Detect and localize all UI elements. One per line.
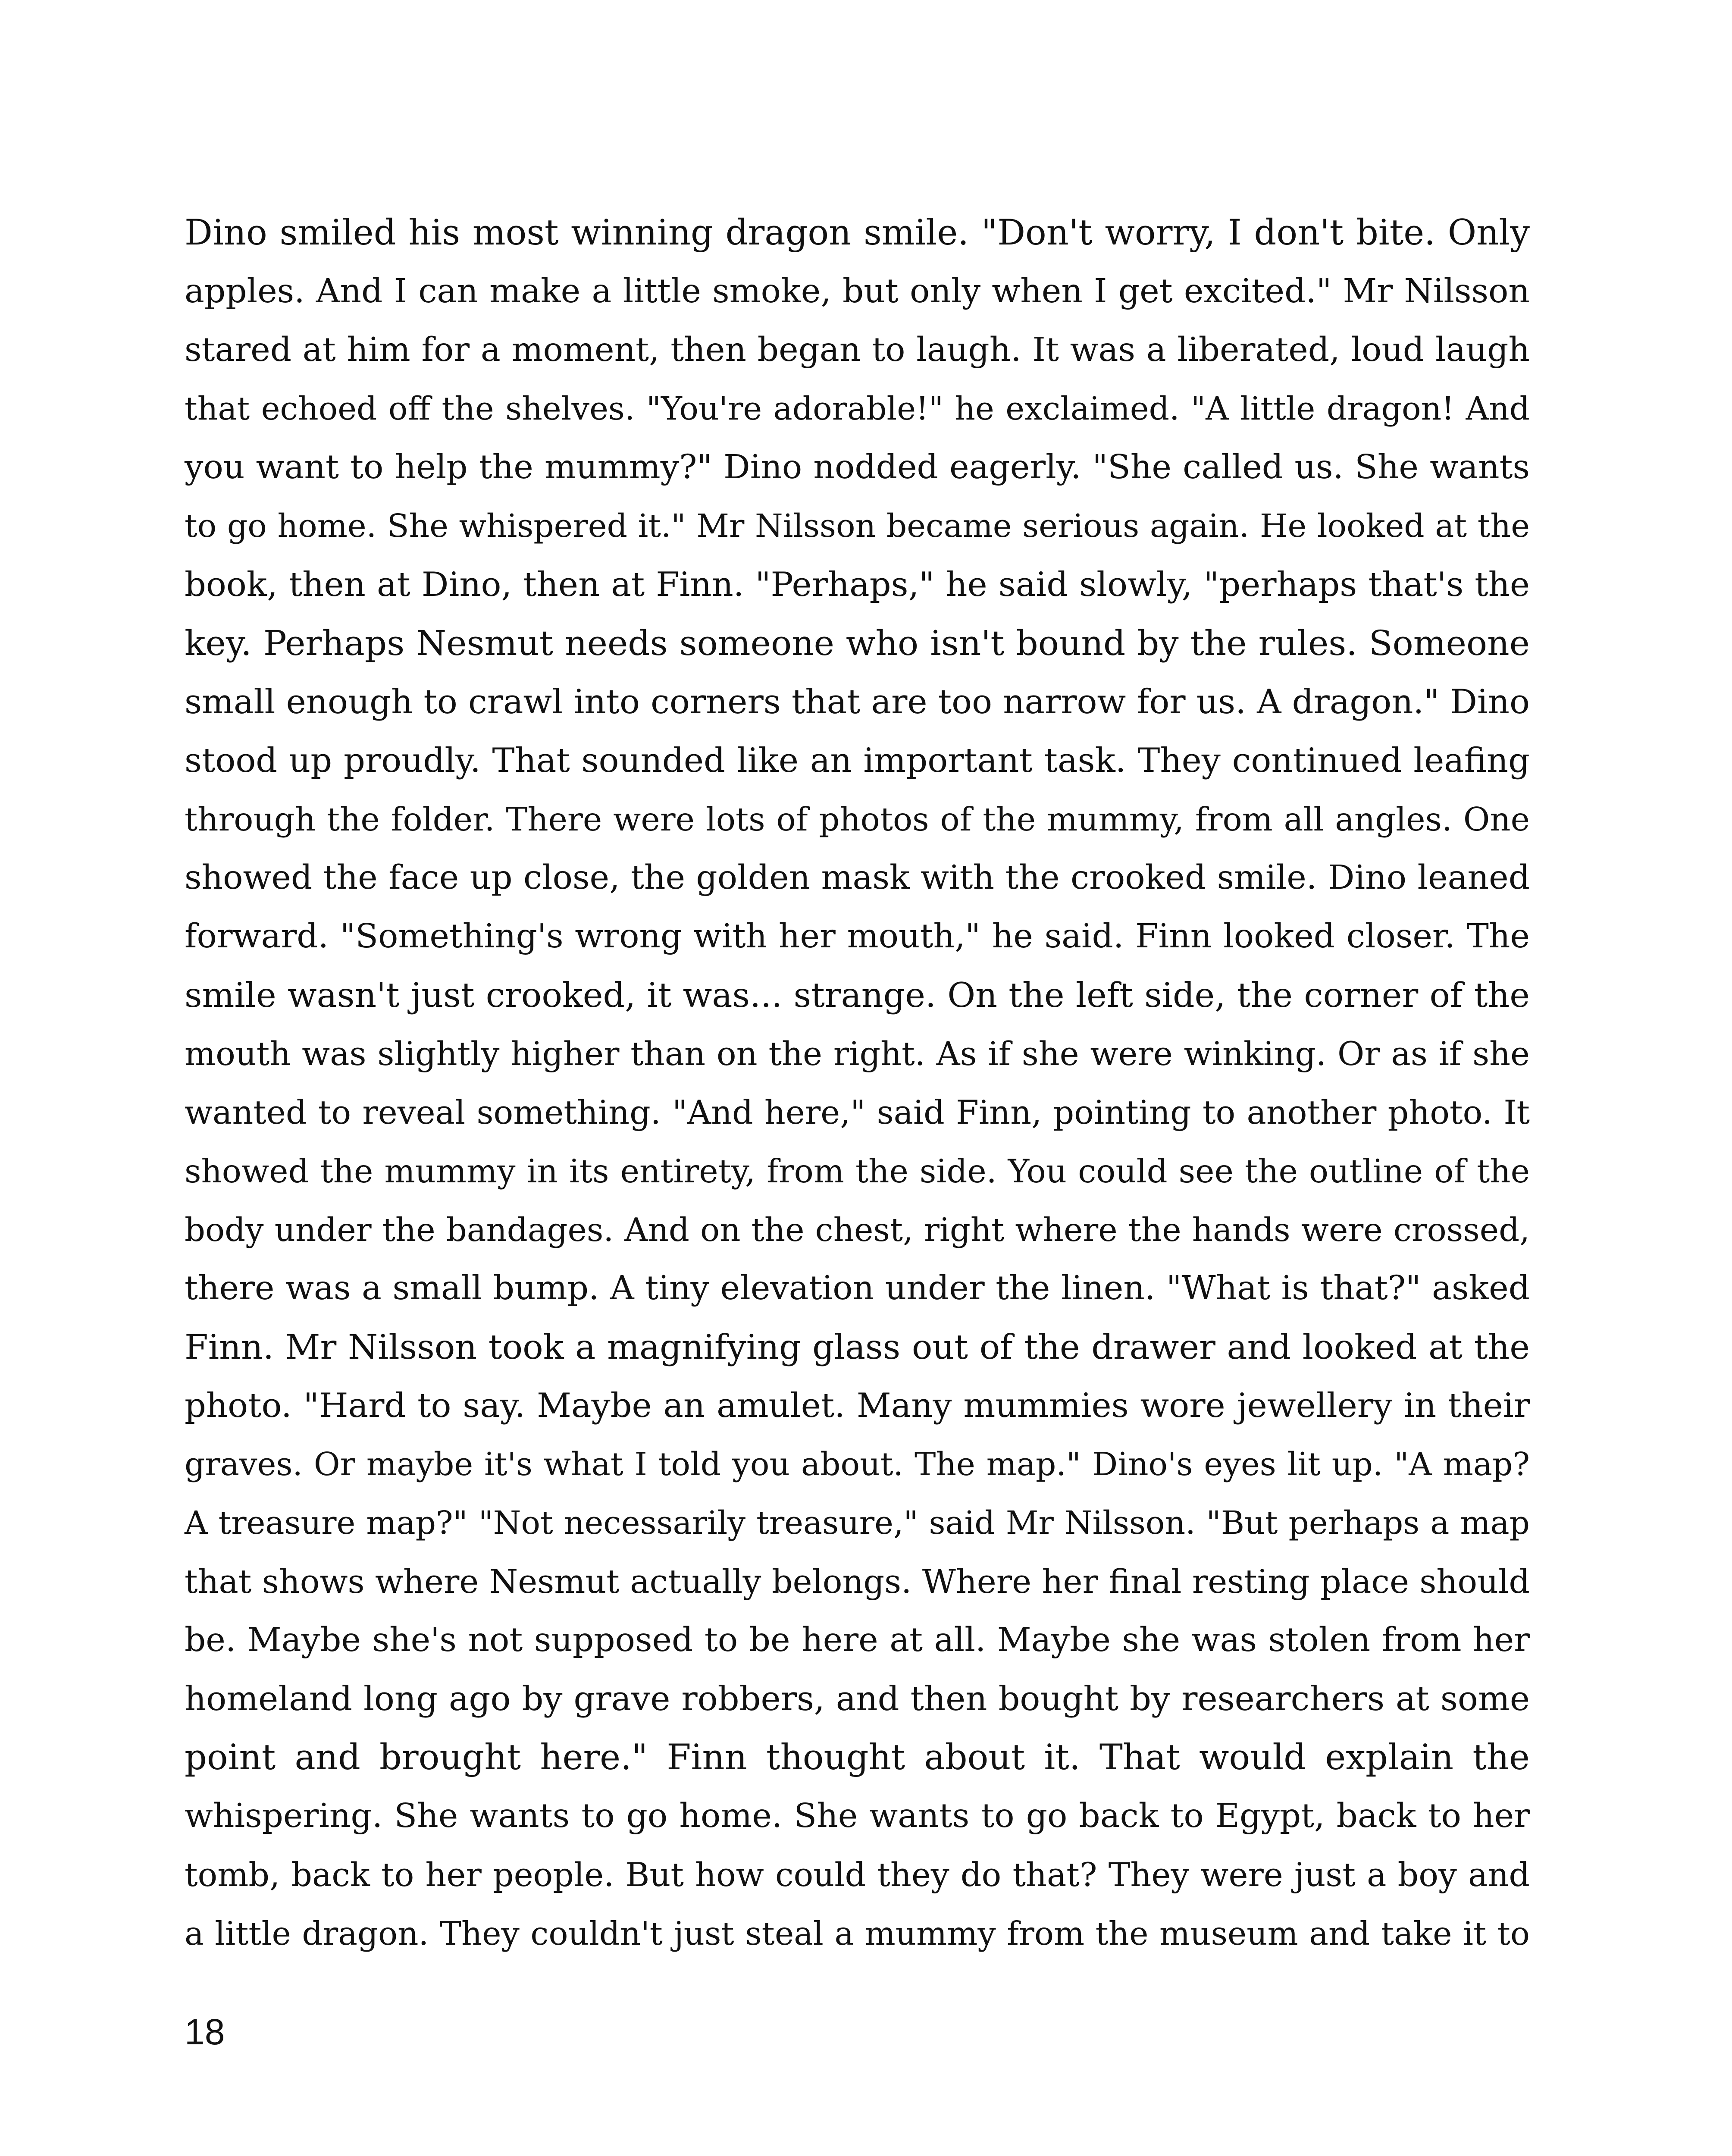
text-line: showed the mummy in its entirety, from the side. You could see the outline of the [185, 1152, 1530, 1190]
text-line: Dino smiled his most winning dragon smile. "Don't worry, I don't bite. Only [185, 213, 1530, 253]
text-line: to go home. She whispered it." Mr Nilsson became serious again. He looked at the [185, 508, 1530, 545]
text-line: A treasure map?" "Not necessarily treasure," said Mr Nilsson. "But perhaps a map [185, 1504, 1530, 1542]
text-line: mouth was slightly higher than on the right. As if she were winking. Or as if she [185, 1034, 1530, 1073]
text-line: tomb, back to her people. But how could they do that? They were just a boy and [185, 1855, 1530, 1894]
text-line: showed the face up close, the golden mask with the crooked smile. Dino leaned [185, 859, 1530, 897]
text-line: point and brought here." Finn thought about it. That would explain the [185, 1737, 1530, 1778]
text-line: small enough to crawl into corners that are too narrow for us. A dragon." Dino [185, 683, 1530, 721]
text-line: be. Maybe she's not supposed to be here at all. Maybe she was stolen from her [185, 1621, 1530, 1659]
text-line: that echoed off the shelves. "You're adorable!" he exclaimed. "A little dragon! And [185, 390, 1530, 427]
text-line: you want to help the mummy?" Dino nodded eagerly. "She called us. She wants [185, 448, 1530, 486]
text-line: a little dragon. They couldn't just steal a mummy from the museum and take it to [185, 1915, 1530, 1952]
text-line: stood up proudly. That sounded like an important task. They continued leafing [185, 741, 1530, 780]
text-line: through the folder. There were lots of photos of the mummy, from all angles. One [185, 800, 1530, 838]
text-line: book, then at Dino, then at Finn. "Perhaps," he said slowly, "perhaps that's the [185, 565, 1530, 604]
text-line: there was a small bump. A tiny elevation under the linen. "What is that?" asked [185, 1269, 1530, 1307]
text-line: Finn. Mr Nilsson took a magnifying glass out of the drawer and looked at the [185, 1327, 1530, 1367]
text-line: stared at him for a moment, then began to laugh. It was a liberated, loud laugh [185, 331, 1530, 369]
text-line: homeland long ago by grave robbers, and then bought by researchers at some [185, 1680, 1530, 1718]
body-text [185, 204, 1530, 1963]
text-line: key. Perhaps Nesmut needs someone who isn't bound by the rules. Someone [185, 623, 1530, 663]
page-number: 18 [185, 2012, 225, 2052]
text-line: graves. Or maybe it's what I told you about. The map." Dino's eyes lit up. "A map? [185, 1446, 1530, 1483]
text-line: that shows where Nesmut actually belongs. Where her final resting place should [185, 1562, 1530, 1601]
text-line: body under the bandages. And on the chest, right where the hands were crossed, [185, 1211, 1530, 1249]
text-line: forward. "Something's wrong with her mouth," he said. Finn looked closer. The [185, 917, 1530, 956]
text-line: whispering. She wants to go home. She wants to go back to Egypt, back to her [185, 1797, 1530, 1835]
text-line: smile wasn't just crooked, it was... strange. On the left side, the corner of the [185, 975, 1530, 1015]
text-line: apples. And I can make a little smoke, but only when I get excited." Mr Nilsson [185, 272, 1530, 310]
text-line: photo. "Hard to say. Maybe an amulet. Many mummies wore jewellery in their [185, 1386, 1530, 1425]
text-line: wanted to reveal something. "And here," said Finn, pointing to another photo. It [185, 1093, 1530, 1131]
